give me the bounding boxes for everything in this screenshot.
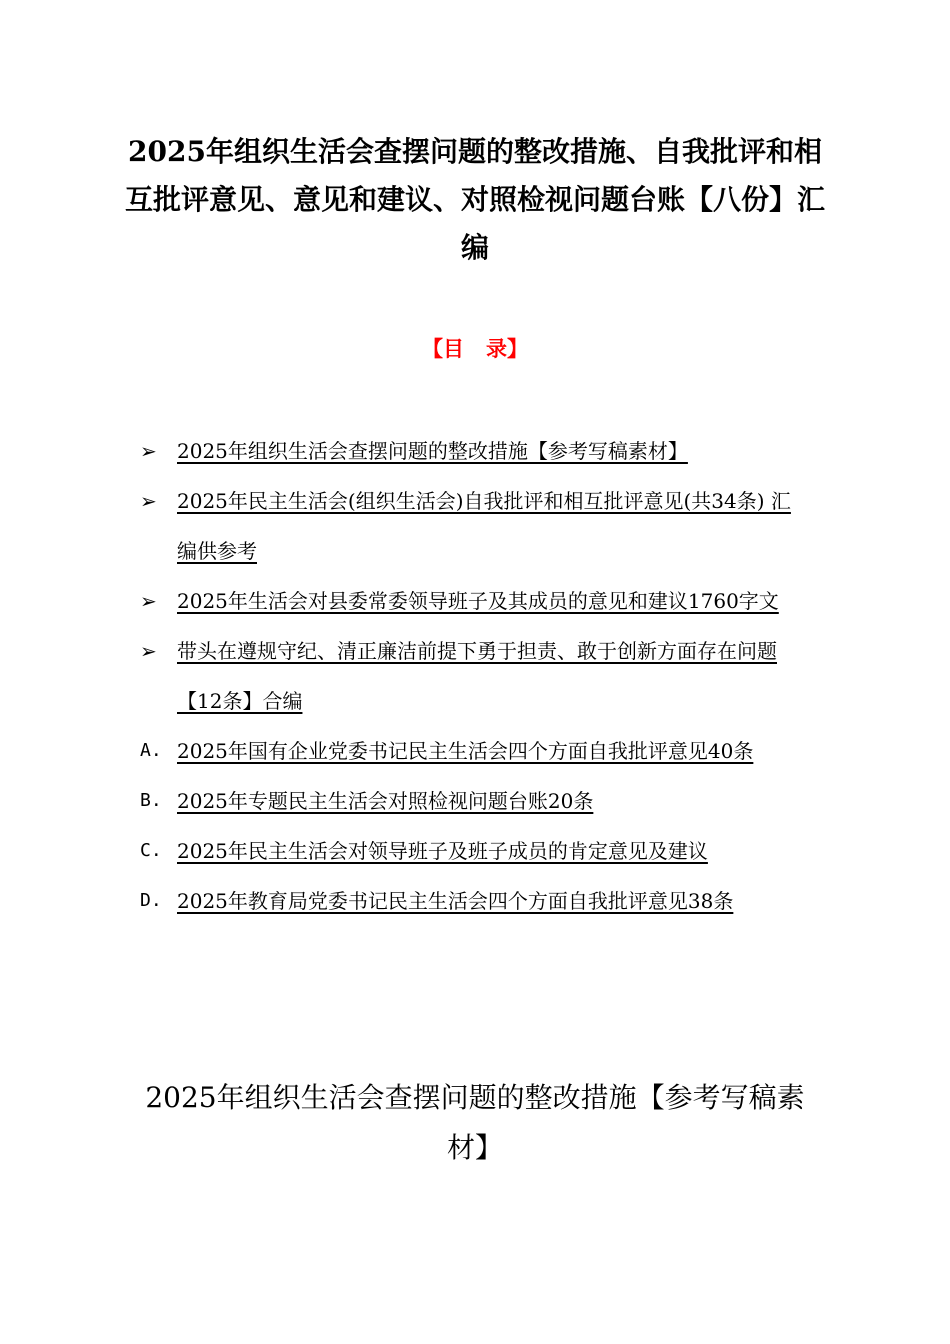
toc-item (140, 776, 810, 826)
toc-heading-close: 录】 (486, 336, 528, 361)
toc-link-affirmative-opinions[interactable]: 2025年民主生活会对领导班子及班子成员的肯定意见及建议 (177, 839, 708, 863)
toc-heading-open: 【目 (422, 336, 464, 361)
document-title: 2025年组织生活会查摆问题的整改措施、自我批评和相互批评意见、意见和建议、对照检视问题台账【八份】汇编 (124, 135, 825, 264)
toc-marker-a: A. (140, 740, 162, 761)
toc-item (140, 426, 810, 476)
arrow-bullet-icon: ➢ (140, 589, 157, 613)
toc-item (140, 726, 810, 776)
toc-link-education-bureau-38[interactable]: 2025年教育局党委书记民主生活会四个方面自我批评意见38条 (177, 889, 734, 913)
toc-marker-d: D. (140, 890, 162, 911)
toc-link-self-criticism-opinions[interactable]: 2025年民主生活会(组织生活会)自我批评和相互批评意见(共34条) 汇编供参考 (177, 489, 791, 563)
section-title: 2025年组织生活会查摆问题的整改措施【参考写稿素材】 (145, 1081, 805, 1164)
toc-heading (0, 333, 950, 365)
toc-item (140, 876, 810, 926)
toc-link-county-committee-suggestions[interactable]: 2025年生活会对县委常委领导班子及其成员的意见和建议1760字文 (177, 589, 779, 613)
toc-link-12-problems[interactable]: 带头在遵规守纪、清正廉洁前提下勇于担责、敢于创新方面存在问题【12条】合编 (177, 639, 777, 713)
table-of-contents (140, 426, 810, 926)
arrow-bullet-icon: ➢ (140, 439, 157, 463)
toc-marker-c: C. (140, 840, 162, 861)
toc-link-soe-secretary-40[interactable]: 2025年国有企业党委书记民主生活会四个方面自我批评意见40条 (177, 739, 754, 763)
toc-item (140, 826, 810, 876)
toc-item (140, 476, 810, 576)
toc-link-problem-ledger-20[interactable]: 2025年专题民主生活会对照检视问题台账20条 (177, 789, 594, 813)
toc-marker-b: B. (140, 790, 162, 811)
arrow-bullet-icon: ➢ (140, 639, 157, 663)
toc-item (140, 576, 810, 626)
toc-item (140, 626, 810, 726)
toc-link-rectification-measures[interactable]: 2025年组织生活会查摆问题的整改措施【参考写稿素材】 (177, 439, 688, 463)
arrow-bullet-icon: ➢ (140, 489, 157, 513)
